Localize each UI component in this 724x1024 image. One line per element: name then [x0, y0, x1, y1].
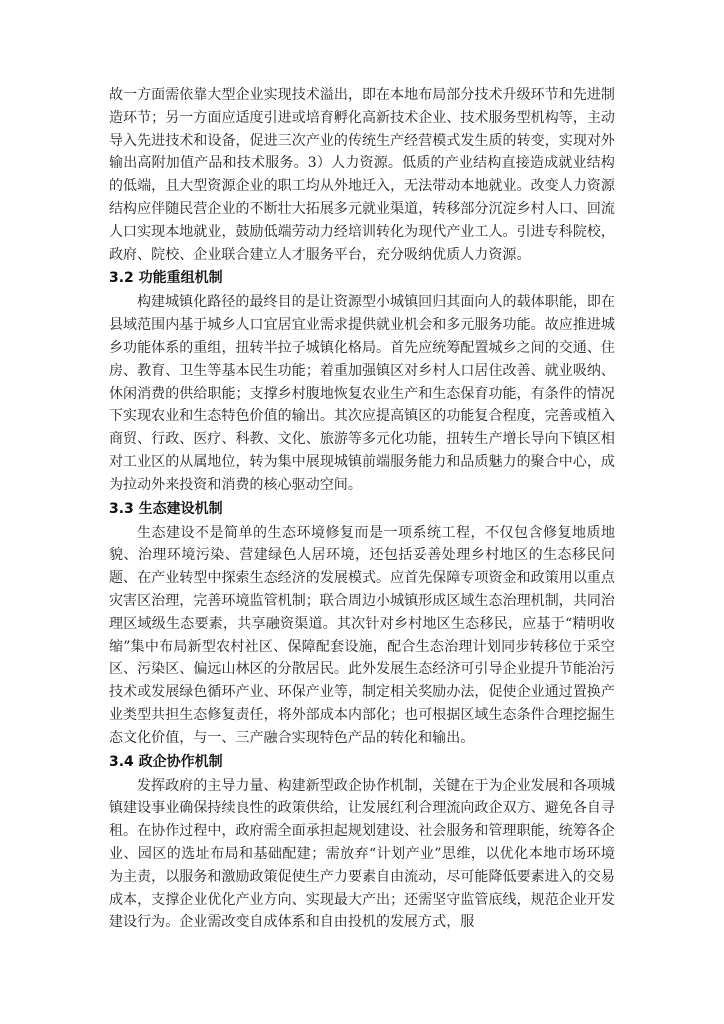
body-paragraph: 构建城镇化路径的最终目的是让资源型小城镇回归其面向人的载体职能，即在县域范围内基于城乡人口宜居宜业需求提供就业机会和多元服务功能。故应推进城乡功能体系的重组，扭转半拉子城镇化格局。首先应统筹配置城乡之间的交通、住房、教育、卫生等基本民生功能；着重加强镇区对乡村人口居住改善、就业吸纳、休闲消费的供给职能；支撑乡村腹地恢复农业生产和生态保育功能，有条件的情况下实现农业和生态特色价值的输出。其次应提高镇区的功能复合程度，完善或植入商贸、行政、医疗、科教、文化、旅游等多元化功能，扭转生产增长导向下镇区相对工业区的从属地位，转为集中展现城镇前端服务能力和品质魅力的聚合中心，成为拉动外来投资和消费的核心驱动空间。 — [109, 294, 615, 493]
body-paragraph: 故一方面需依靠大型企业实现技术溢出，即在本地布局部分技术升级环节和先进制造环节；另一方面应适度引进或培育孵化高新技术企业、技术服务型机构等，主动导入先进技术和设备，促进三次产业的传统生产经营模式发生质的转变，实现对外输出高附加值产品和技术服务。3）人力资源。低质的产业结构直接造成就业结构的低端，且大型资源企业的职工均从外地迁入，无法带动本地就业。改变人力资源结构应伴随民营企业的不断壮大拓展多元就业渠道，转移部分沉淀乡村人口、回流人口实现本地就业，鼓励低端劳动力经培训转化为现代产业工人。引进专科院校，政府、院校、企业联合建立人才服务平台，充分吸纳优质人力资源。 — [109, 87, 615, 263]
page-body — [109, 84, 615, 934]
body-paragraph: 生态建设不是简单的生态环境修复而是一项系统工程，不仅包含修复地质地貌、治理环境污染、营建绿色人居环境，还包括妥善处理乡村地区的生态移民问题、在产业转型中探索生态经济的发展模式。应首先保障专项资金和政策用以重点灾害区治理，完善环境监管机制；联合周边小城镇形成区域生态治理机制，共同治理区域级生态要素，共享融资渠道。其次针对乡村地区生态移民，应基于“精明收缩”集中布局新型农村社区、保障配套设施，配合生态治理计划同步转移位于采空区、污染区、偏远山林区的分散居民。此外发展生态经济可引导企业提升节能治污技术或发展绿色循环产业、环保产业等，制定相关奖励办法，促使企业通过置换产业类型共担生态修复责任，将外部成本内部化；也可根据区域生态条件合理挖掘生态文化价值，与一、三产融合实现特色产品的转化和输出。 — [109, 524, 615, 746]
section-heading: 3.3 生态建设机制 — [109, 500, 223, 517]
section-heading: 3.2 功能重组机制 — [109, 270, 223, 287]
section-heading: 3.4 政企协作机制 — [109, 753, 223, 770]
body-paragraph: 发挥政府的主导力量、构建新型政企协作机制，关键在于为企业发展和各项城镇建设事业确保持续良性的政策供给，让发展红利合理流向政企双方、避免各自寻租。在协作过程中，政府需全面承担起规划建设、社会服务和管理职能，统筹各企业、园区的选址布局和基础配建；需放弃“计划产业”思维，以优化本地市场环境为主责，以服务和激励政策促使生产力要素自由流动，尽可能降低要素进入的交易成本，支撑企业优化产业方向、实现最大产出；还需坚守监管底线，规范企业开发建设行为。企业需改变自成体系和自由投机的发展方式，服 — [109, 777, 615, 931]
